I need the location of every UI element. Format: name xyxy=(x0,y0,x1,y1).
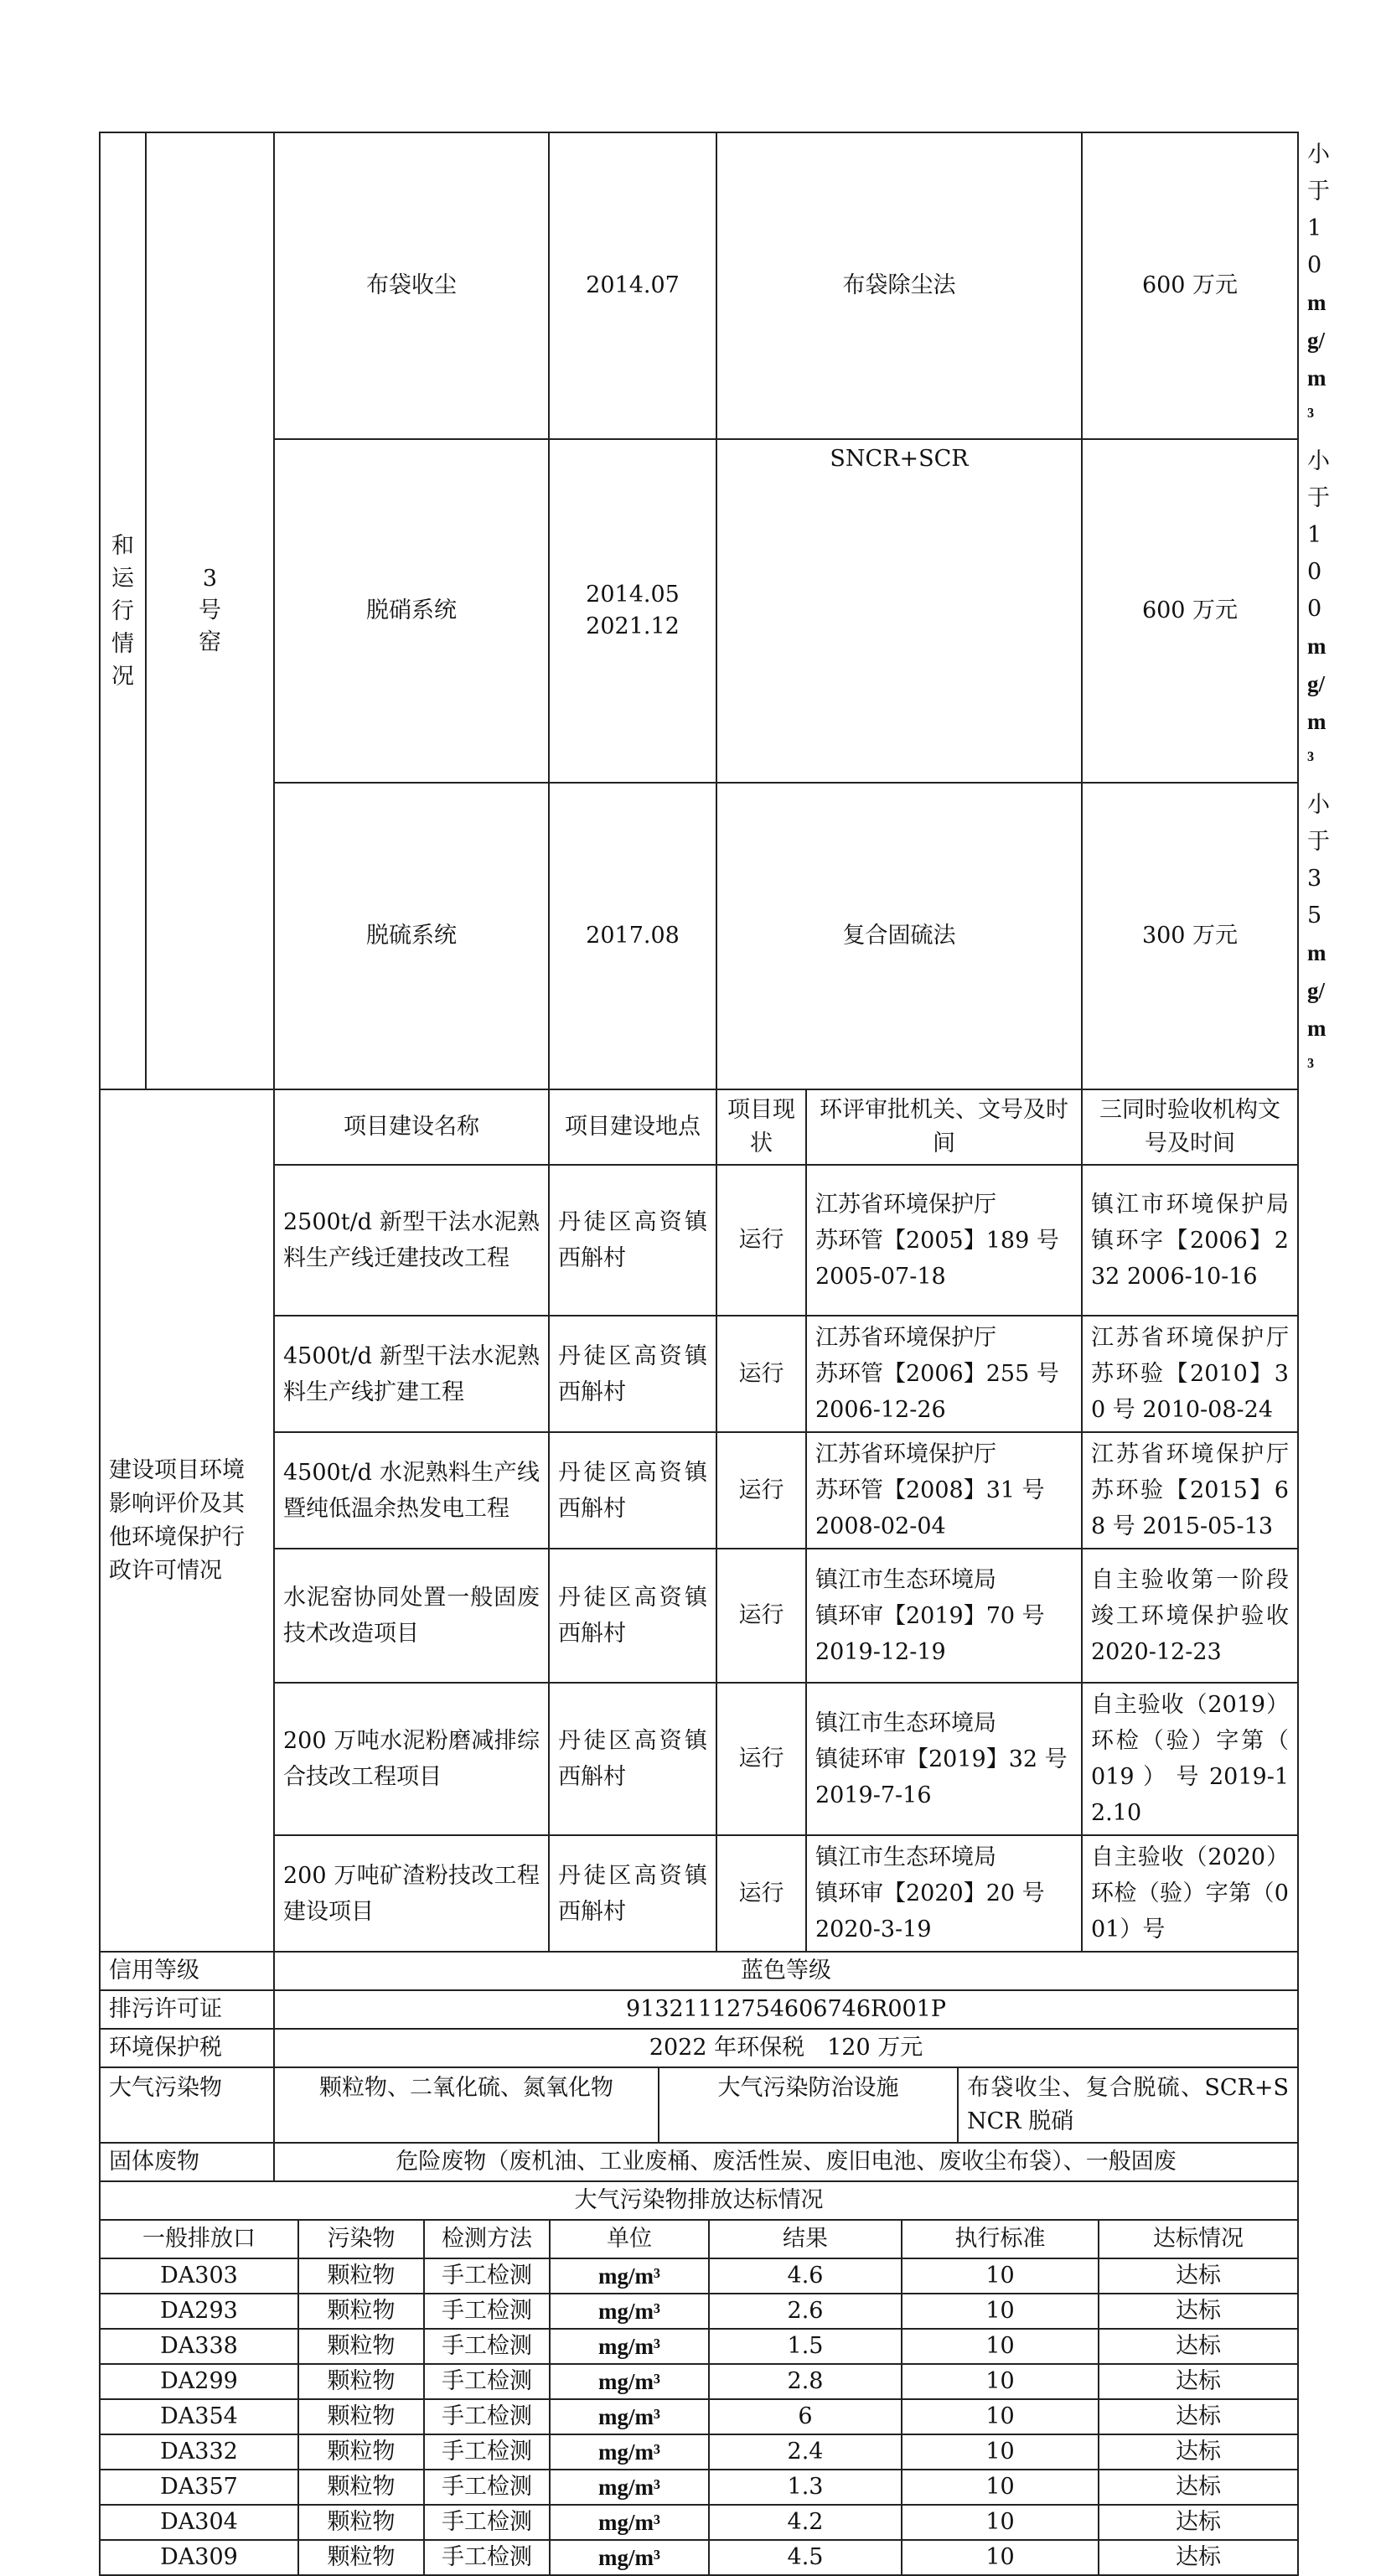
eia-approval: 镇江市生态环境局 镇环审【2020】20 号 2020-3-19 xyxy=(806,1835,1082,1952)
eia-project-location: 丹徒区高资镇西斛村 xyxy=(549,1835,716,1952)
emission-cell: 达标 xyxy=(1099,2364,1298,2399)
air-row xyxy=(100,2067,1298,2143)
emission-cell: 2.8 xyxy=(709,2364,902,2399)
emission-cell: DA293 xyxy=(100,2294,298,2329)
eia-project-name: 水泥窑协同处置一般固废技术改造项目 xyxy=(274,1549,549,1683)
emission-cell: 达标 xyxy=(1099,2294,1298,2329)
eia-project-status: 运行 xyxy=(716,1316,806,1432)
emission-cell: 颗粒物 xyxy=(298,2294,424,2329)
emission-cell: mg/m³ xyxy=(550,2399,709,2434)
credit-label: 信用等级 xyxy=(100,1952,274,1990)
eia-approval: 镇江市生态环境局 镇环审【2019】70 号 2019-12-19 xyxy=(806,1549,1082,1683)
emission-cell: 10 xyxy=(902,2540,1099,2575)
emission-cell: 颗粒物 xyxy=(298,2540,424,2575)
emission-header-cell: 单位 xyxy=(550,2220,709,2258)
emission-cell: 颗粒物 xyxy=(298,2399,424,2434)
emission-cell: 颗粒物 xyxy=(298,2258,424,2294)
facility-date: 2014.07 xyxy=(549,132,716,439)
emission-cell: 颗粒物 xyxy=(298,2470,424,2505)
emission-cell: 2.4 xyxy=(709,2434,902,2470)
emission-row xyxy=(100,2258,1298,2294)
facility-method: 复合固硫法 xyxy=(716,783,1082,1089)
side-label: 和 运 行 情 况 xyxy=(100,132,146,1089)
limit-prefix: 小于 35 xyxy=(1307,792,1330,928)
emission-cell: 手工检测 xyxy=(424,2399,550,2434)
emission-cell: 手工检测 xyxy=(424,2258,550,2294)
emission-cell: 10 xyxy=(902,2364,1099,2399)
emission-cell: mg/m³ xyxy=(550,2329,709,2364)
emission-cell: DA303 xyxy=(100,2258,298,2294)
emission-cell: mg/m³ xyxy=(550,2434,709,2470)
eia-header-cell: 环评审批机关、文号及时间 xyxy=(806,1089,1082,1165)
emission-cell: 手工检测 xyxy=(424,2505,550,2540)
eia-project-name: 200 万吨矿渣粉技改工程建设项目 xyxy=(274,1835,549,1952)
limit-prefix: 小于 10 xyxy=(1307,142,1330,278)
facility-cost: 300 万元 xyxy=(1082,783,1298,1089)
eia-approval: 江苏省环境保护厅 苏环管【2006】255 号 2006-12-26 xyxy=(806,1316,1082,1432)
eia-project-location: 丹徒区高资镇西斛村 xyxy=(549,1165,716,1316)
facility-cost: 600 万元 xyxy=(1082,132,1298,439)
emission-cell: 达标 xyxy=(1099,2470,1298,2505)
emission-cell: 达标 xyxy=(1099,2329,1298,2364)
facility-date: 2014.05 2021.12 xyxy=(549,439,716,783)
facility-name: 脱硫系统 xyxy=(274,783,549,1089)
permit-label: 排污许可证 xyxy=(100,1990,274,2029)
emission-cell: 手工检测 xyxy=(424,2434,550,2470)
facility-date: 2017.08 xyxy=(549,783,716,1089)
credit-row xyxy=(100,1952,1298,1990)
emission-cell: DA309 xyxy=(100,2540,298,2575)
emission-cell: 10 xyxy=(902,2505,1099,2540)
emission-cell: 10 xyxy=(902,2399,1099,2434)
eia-project-location: 丹徒区高资镇西斛村 xyxy=(549,1549,716,1683)
limit-prefix: 小于 100 xyxy=(1307,448,1330,622)
facility-name: 脱硝系统 xyxy=(274,439,549,783)
eia-project-name: 4500t/d 新型干法水泥熟料生产线扩建工程 xyxy=(274,1316,549,1432)
emission-title: 大气污染物排放达标情况 xyxy=(100,2181,1298,2220)
eia-acceptance: 镇江市环境保护局 镇环字【2006】232 2006-10-16 xyxy=(1082,1165,1298,1316)
emission-header-cell: 执行标准 xyxy=(902,2220,1099,2258)
emission-cell: 4.5 xyxy=(709,2540,902,2575)
eia-project-name: 2500t/d 新型干法水泥熟料生产线迁建技改工程 xyxy=(274,1165,549,1316)
facility-method: SNCR+SCR xyxy=(716,439,1082,783)
emission-cell: 达标 xyxy=(1099,2505,1298,2540)
facility-row xyxy=(100,132,1298,439)
eia-header-cell: 项目建设名称 xyxy=(274,1089,549,1165)
emission-row xyxy=(100,2399,1298,2434)
emission-cell: mg/m³ xyxy=(550,2540,709,2575)
emission-cell: 10 xyxy=(902,2258,1099,2294)
emission-cell: DA332 xyxy=(100,2434,298,2470)
kiln-label: 3 号 窑 xyxy=(146,132,274,1089)
facility-cost: 600 万元 xyxy=(1082,439,1298,783)
emission-cell: 达标 xyxy=(1099,2399,1298,2434)
facility-name: 布袋收尘 xyxy=(274,132,549,439)
limit-unit: mg/m³ xyxy=(1307,940,1327,1079)
emission-cell: mg/m³ xyxy=(550,2258,709,2294)
eia-acceptance: 自主验收（2020）环检（验）字第（001）号 xyxy=(1082,1835,1298,1952)
air-facility-value: 布袋收尘、复合脱硫、SCR+SNCR 脱硝 xyxy=(958,2067,1298,2143)
eia-acceptance: 江苏省环境保护厅苏环验【2015】68 号 2015-05-13 xyxy=(1082,1432,1298,1549)
emission-cell: 1.3 xyxy=(709,2470,902,2505)
emission-header-cell: 一般排放口 xyxy=(100,2220,298,2258)
emission-cell: 手工检测 xyxy=(424,2364,550,2399)
eia-project-status: 运行 xyxy=(716,1432,806,1549)
emission-row xyxy=(100,2505,1298,2540)
facility-row xyxy=(100,439,1298,783)
eia-project-name: 4500t/d 水泥熟料生产线暨纯低温余热发电工程 xyxy=(274,1432,549,1549)
emission-cell: 手工检测 xyxy=(424,2540,550,2575)
eia-acceptance: 江苏省环境保护厅苏环验【2010】30 号 2010-08-24 xyxy=(1082,1316,1298,1432)
eia-row xyxy=(100,1432,1298,1549)
document-page xyxy=(99,132,1330,2576)
emission-cell: mg/m³ xyxy=(550,2294,709,2329)
emission-row xyxy=(100,2329,1298,2364)
emission-cell: mg/m³ xyxy=(550,2505,709,2540)
eia-row xyxy=(100,1549,1298,1683)
eia-acceptance: 自主验收（2019）环检（验）字第（ 019 ） 号 2019-12.10 xyxy=(1082,1683,1298,1835)
emission-row xyxy=(100,2434,1298,2470)
solid-label: 固体废物 xyxy=(100,2143,274,2181)
emission-cell: 手工检测 xyxy=(424,2470,550,2505)
emission-row xyxy=(100,2540,1298,2575)
emission-cell: 达标 xyxy=(1099,2540,1298,2575)
permit-row xyxy=(100,1990,1298,2029)
emission-row xyxy=(100,2294,1298,2329)
eia-row xyxy=(100,1316,1298,1432)
air-facility-label: 大气污染防治设施 xyxy=(659,2067,958,2143)
emission-title-row xyxy=(100,2181,1298,2220)
emission-header-cell: 污染物 xyxy=(298,2220,424,2258)
emission-cell: 达标 xyxy=(1099,2258,1298,2294)
eia-row xyxy=(100,1835,1298,1952)
eia-project-location: 丹徒区高资镇西斛村 xyxy=(549,1316,716,1432)
emission-cell: 颗粒物 xyxy=(298,2364,424,2399)
emission-cell: 1.5 xyxy=(709,2329,902,2364)
eia-approval: 江苏省环境保护厅 苏环管【2005】189 号 2005-07-18 xyxy=(806,1165,1082,1316)
emission-header-cell: 达标情况 xyxy=(1099,2220,1298,2258)
limit-unit: mg/m³ xyxy=(1307,634,1327,772)
emission-cell: DA354 xyxy=(100,2399,298,2434)
emission-header-cell: 结果 xyxy=(709,2220,902,2258)
credit-value: 蓝色等级 xyxy=(274,1952,1298,1990)
eia-approval: 镇江市生态环境局 镇徒环审【2019】32 号 2019-7-16 xyxy=(806,1683,1082,1835)
eia-header-cell: 项目现状 xyxy=(716,1089,806,1165)
facility-row xyxy=(100,783,1298,1089)
emission-header-cell: 检测方法 xyxy=(424,2220,550,2258)
eia-project-location: 丹徒区高资镇西斛村 xyxy=(549,1432,716,1549)
emission-cell: 2.6 xyxy=(709,2294,902,2329)
eia-approval: 江苏省环境保护厅 苏环管【2008】31 号 2008-02-04 xyxy=(806,1432,1082,1549)
emission-cell: 10 xyxy=(902,2294,1099,2329)
solid-value: 危险废物（废机油、工业废桶、废活性炭、废旧电池、废收尘布袋）、一般固废 xyxy=(274,2143,1298,2181)
eia-label: 建设项目环境影响评价及其他环境保护行政许可情况 xyxy=(100,1089,274,1952)
eia-project-status: 运行 xyxy=(716,1683,806,1835)
emission-cell: 颗粒物 xyxy=(298,2505,424,2540)
info-table xyxy=(99,1951,1299,2182)
air-value: 颗粒物、二氧化硫、氮氧化物 xyxy=(274,2067,659,2143)
emission-row xyxy=(100,2470,1298,2505)
emission-cell: 6 xyxy=(709,2399,902,2434)
permit-value: 91321112754606746R001P xyxy=(274,1990,1298,2029)
emission-cell: DA357 xyxy=(100,2470,298,2505)
emission-cell: DA299 xyxy=(100,2364,298,2399)
eia-header-row xyxy=(100,1089,1298,1165)
emission-cell: 颗粒物 xyxy=(298,2434,424,2470)
facility-method: 布袋除尘法 xyxy=(716,132,1082,439)
tax-value: 2022 年环保税 120 万元 xyxy=(274,2029,1298,2067)
emission-table xyxy=(99,2180,1299,2576)
emission-cell: mg/m³ xyxy=(550,2470,709,2505)
emission-cell: 手工检测 xyxy=(424,2294,550,2329)
eia-row xyxy=(100,1683,1298,1835)
eia-header-cell: 三同时验收机构文号及时间 xyxy=(1082,1089,1298,1165)
emission-cell: 达标 xyxy=(1099,2434,1298,2470)
emission-cell: 4.2 xyxy=(709,2505,902,2540)
tax-row xyxy=(100,2029,1298,2067)
emission-cell: 颗粒物 xyxy=(298,2329,424,2364)
tax-label: 环境保护税 xyxy=(100,2029,274,2067)
air-label: 大气污染物 xyxy=(100,2067,274,2143)
eia-project-status: 运行 xyxy=(716,1549,806,1683)
eia-project-status: 运行 xyxy=(716,1835,806,1952)
emission-row xyxy=(100,2364,1298,2399)
emission-cell: 手工检测 xyxy=(424,2329,550,2364)
eia-project-name: 200 万吨水泥粉磨减排综合技改工程项目 xyxy=(274,1683,549,1835)
emission-header-row xyxy=(100,2220,1298,2258)
eia-header-cell: 项目建设地点 xyxy=(549,1089,716,1165)
emission-cell: 10 xyxy=(902,2470,1099,2505)
solid-row xyxy=(100,2143,1298,2181)
eia-row xyxy=(100,1165,1298,1316)
eia-project-location: 丹徒区高资镇西斛村 xyxy=(549,1683,716,1835)
emission-cell: 10 xyxy=(902,2434,1099,2470)
emission-cell: DA304 xyxy=(100,2505,298,2540)
limit-unit: mg/m³ xyxy=(1307,290,1327,428)
emission-cell: mg/m³ xyxy=(550,2364,709,2399)
emission-cell: 4.6 xyxy=(709,2258,902,2294)
eia-acceptance: 自主验收第一阶段竣工环境保护验收 2020-12-23 xyxy=(1082,1549,1298,1683)
emission-cell: 10 xyxy=(902,2329,1099,2364)
emission-cell: DA338 xyxy=(100,2329,298,2364)
eia-project-status: 运行 xyxy=(716,1165,806,1316)
main-table xyxy=(99,132,1330,1953)
